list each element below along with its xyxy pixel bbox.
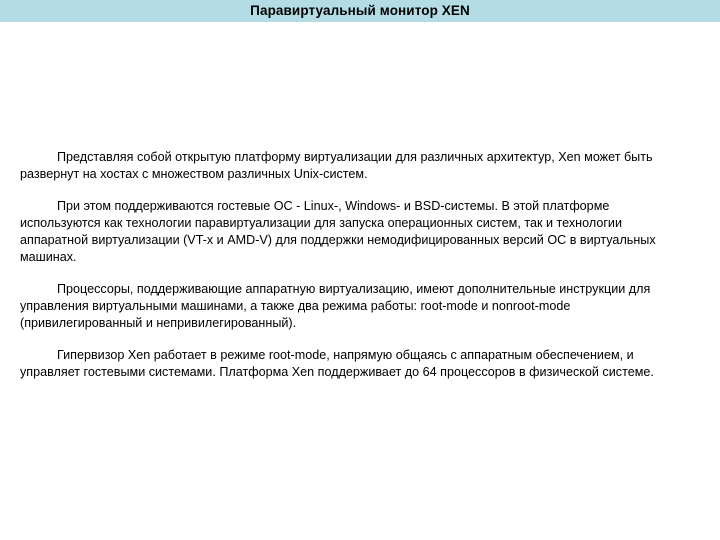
paragraph-4: Гипервизор Xen работает в режиме root-mode, напрямую общаясь с аппаратным обеспечением, и управляет гостевыми системами. Платформа Xen поддерживает до 64 процессоров в физической системе. (20, 348, 654, 379)
slide-body (20, 149, 692, 396)
slide-title: Паравиртуальный монитор XEN (250, 3, 470, 18)
title-bar (0, 0, 720, 22)
paragraph-3: Процессоры, поддерживающие аппаратную виртуализацию, имеют дополнительные инструкции для управления виртуальными машинами, а также два режима работы: root-mode и nonroot-mode (привилегированный и непривилегированный). (20, 282, 651, 330)
paragraph-1: Представляя собой открытую платформу виртуализации для различных архитектур, Xen может быть развернут на хостах с множеством различных Unix-систем. (20, 150, 653, 181)
paragraph-2: При этом поддерживаются гостевые ОС - Linux-, Windows- и BSD-системы. В этой платформе используются как технологии паравиртуализации для запуска операционных систем, так и технологии аппаратной виртуализации (VT-x и AMD-V) для поддержки немодифицированных версий ОС в виртуальных машинах. (20, 199, 656, 264)
